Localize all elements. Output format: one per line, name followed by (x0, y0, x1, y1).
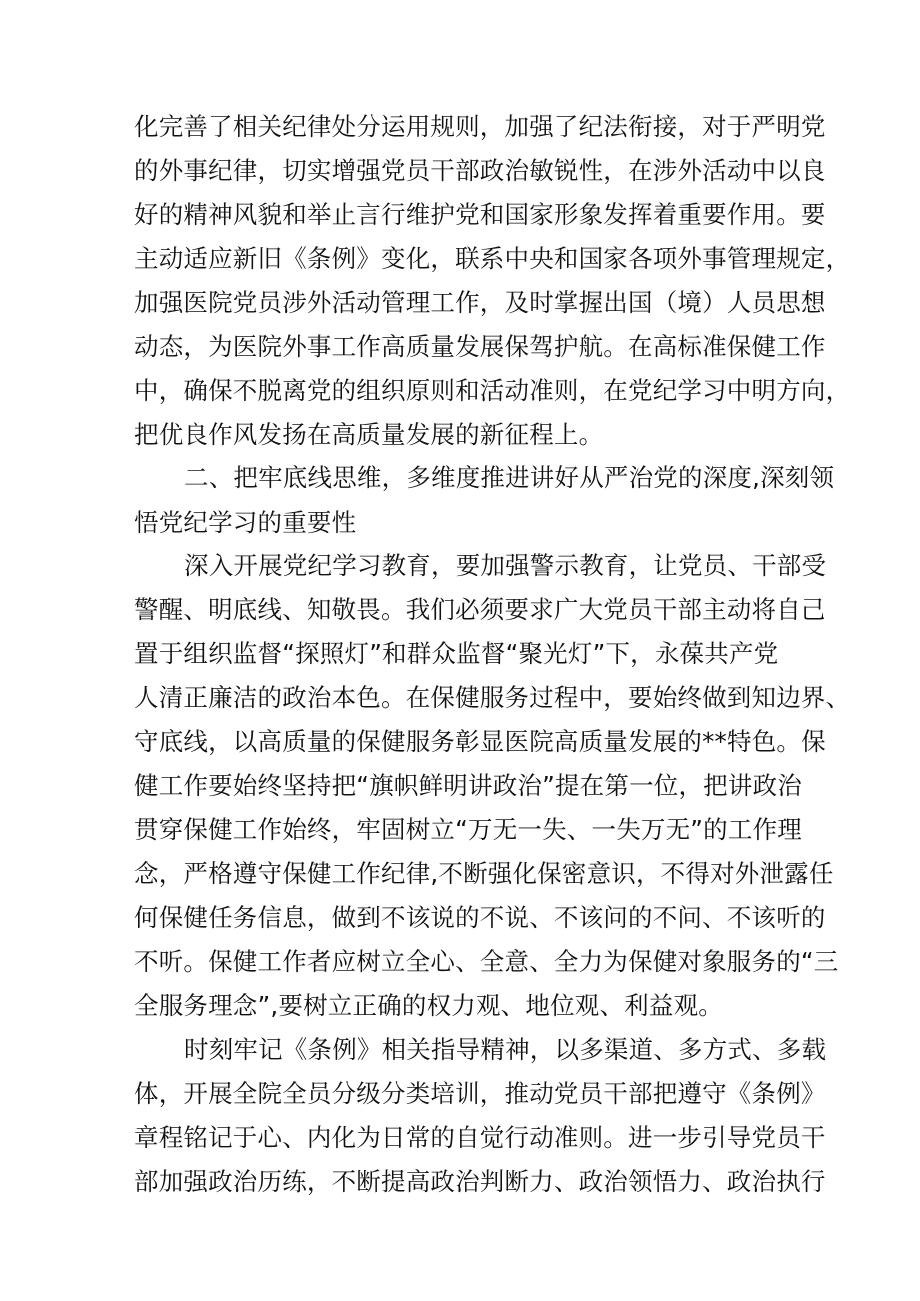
text-line: 人清正廉洁的政治本色。在保健服务过程中，要始终做到知边界、 (134, 683, 851, 712)
text-line: 时刻牢记《条例》相关指导精神，以多渠道、多方式、多载 (184, 1035, 827, 1064)
text-line: 体，开展全院全员分级分类培训，推动党员干部把遵守《条例》 (134, 1079, 826, 1108)
text-line: 的外事纪律，切实增强党员干部政治敏锐性，在涉外活动中以良 (134, 156, 826, 185)
text-line: 置于组织监督“探照灯”和群众监督“聚光灯”下，永葆共产党 (134, 639, 779, 668)
text-line: 主动适应新旧《条例》变化，联系中央和国家各项外事管理规定， (134, 244, 851, 273)
section-heading: 二、把牢底线思维，多维度推进讲好从严治党的深度,深刻领 (184, 463, 835, 492)
text-line: 加强医院党员涉外活动管理工作，及时掌握出国（境）人员思想 (134, 288, 826, 317)
text-line: 贯穿保健工作始终，牢固树立“万无一失、一失万无”的工作理 (134, 815, 802, 844)
text-line: 警醒、明底线、知敬畏。我们必须要求广大党员干部主动将自己 (134, 595, 826, 624)
text-line: 全服务理念”,要树立正确的权力观、地位观、利益观。 (134, 991, 723, 1020)
text-line: 不听。保健工作者应树立全心、全意、全力为保健对象服务的“三 (134, 947, 839, 976)
text-line: 健工作要始终坚持把“旗帜鲜明讲政治”提在第一位，把讲政治 (134, 771, 802, 800)
text-line: 中，确保不脱离党的组织原则和活动准则，在党纪学习中明方向， (134, 376, 851, 405)
text-line: 何保健任务信息，做到不该说的不说、不该问的不问、不该听的 (134, 903, 826, 932)
text-line: 章程铭记于心、内化为日常的自觉行动准则。进一步引导党员干 (134, 1123, 826, 1152)
text-line: 念，严格遵守保健工作纪律,不断强化保密意识，不得对外泄露任 (134, 859, 834, 888)
text-line: 深入开展党纪学习教育，要加强警示教育，让党员、干部受 (184, 551, 827, 580)
text-line: 部加强政治历练，不断提高政治判断力、政治领悟力、政治执行 (134, 1167, 826, 1196)
text-line: 好的精神风貌和举止言行维护党和国家形象发挥着重要作用。要 (134, 200, 826, 229)
text-line: 守底线，以高质量的保健服务彰显医院高质量发展的**特色。保 (134, 727, 826, 756)
text-line: 动态，为医院外事工作高质量发展保驾护航。在高标准保健工作 (134, 332, 826, 361)
section-heading: 悟党纪学习的重要性 (134, 508, 357, 537)
text-line: 化完善了相关纪律处分运用规则，加强了纪法衔接，对于严明党 (134, 112, 826, 141)
text-line: 把优良作风发扬在高质量发展的新征程上。 (134, 420, 604, 449)
